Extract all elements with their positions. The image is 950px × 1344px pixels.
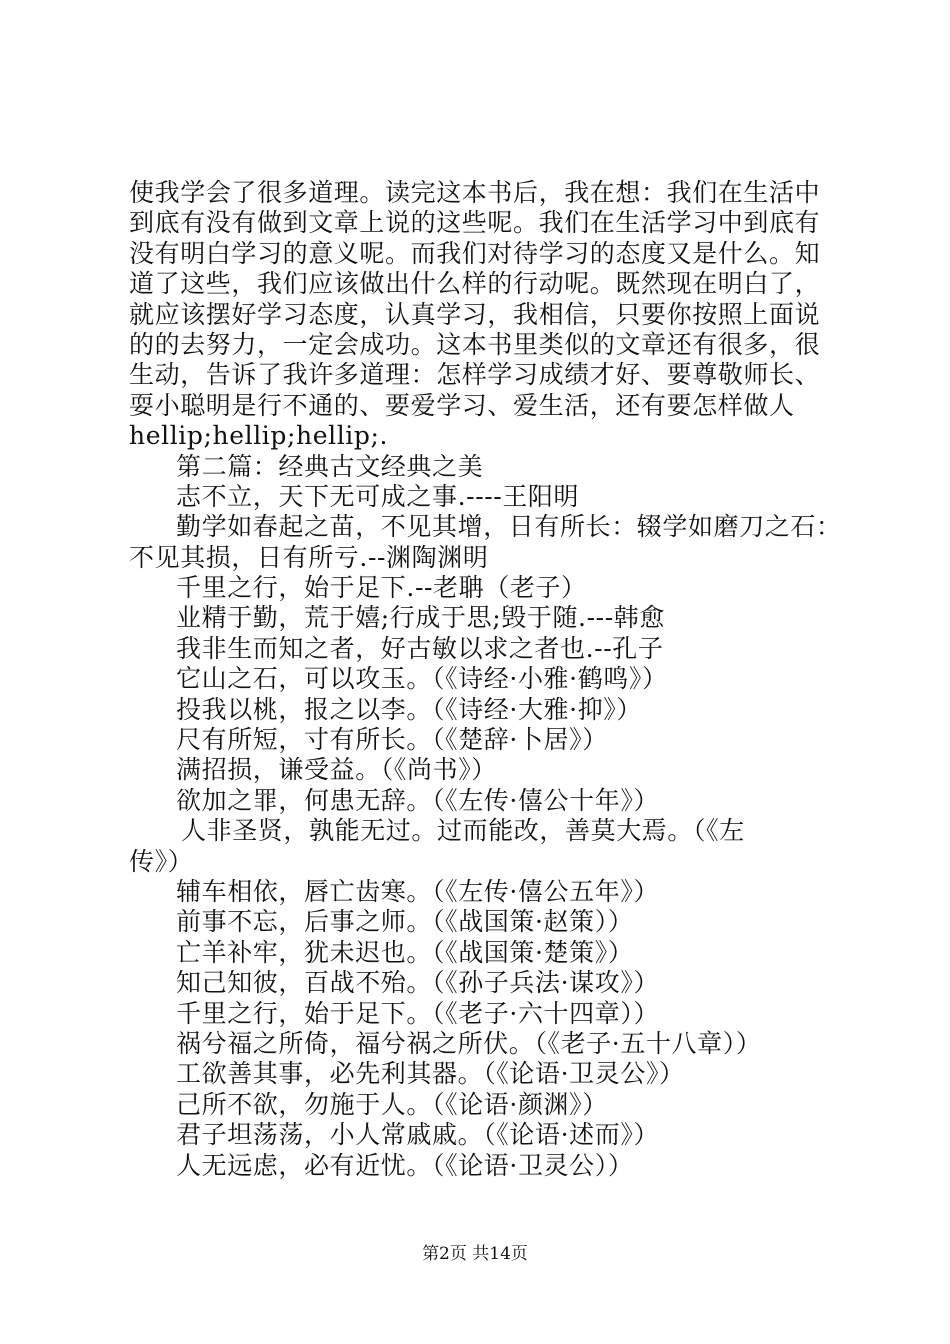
classic-line: 千里之行，始于足下。（《老子·六十四章）） — [176, 998, 660, 1028]
classic-line: 前事不忘，后事之师。（《战国策·赵策）） — [176, 907, 634, 937]
quote-line: 不见其损，日有所亏.--渊陶渊明 — [129, 542, 489, 572]
quote-line: 我非生而知之者，好古敏以求之者也.--孔子 — [176, 633, 664, 663]
paragraph-line: 没有明白学习的意义呢。而我们对待学习的态度又是什么。知 — [129, 238, 821, 268]
quote-line: 勤学如春起之苗，不见其增，日有所长：辍学如磨刀之石： — [176, 512, 842, 542]
classic-line: 辅车相依，唇亡齿寒。（《左传·僖公五年》） — [176, 876, 660, 906]
classic-line: 祸兮福之所倚，福兮祸之所伏。（《老子·五十八章）） — [176, 1028, 762, 1058]
classic-line: 欲加之罪，何患无辞。（《左传·僖公十年》） — [176, 785, 660, 815]
classic-line: 投我以桃，报之以李。（《诗经·大雅·抑》） — [176, 694, 642, 724]
paragraph-line: 使我学会了很多道理。读完这本书后，我在想：我们在生活中 — [129, 178, 821, 207]
paragraph-line: 就应该摆好学习态度，认真学习，我相信，只要你按照上面说 — [129, 299, 821, 329]
classic-line: 人无远虑，必有近忧。（《论语·卫灵公）） — [176, 1150, 634, 1180]
classic-line: 知己知彼，百战不殆。（《孙子兵法·谋攻》） — [176, 968, 660, 998]
classic-line: 传》） — [129, 846, 194, 876]
paragraph-line: 生动，告诉了我许多道理：怎样学习成绩才好、要尊敬师长、 — [129, 360, 821, 390]
classic-line: 君子坦荡荡，小人常戚戚。（《论语·述而》） — [176, 1120, 660, 1150]
quote-line: 千里之行，始于足下.--老聃（老子） — [176, 573, 587, 603]
classic-line: 工欲善其事，必先利其器。（《论语·卫灵公》） — [176, 1059, 685, 1089]
classic-line: 人非圣贤，孰能无过。过而能改，善莫大焉。（《左 — [181, 816, 745, 846]
classic-line: 亡羊补牢，犹未迟也。（《战国策·楚策》） — [176, 937, 634, 967]
quote-line: 业精于勤，荒于嬉;行成于思;毁于随.---韩愈 — [176, 603, 665, 633]
classic-line: 满招损，谦受益。（《尚书》） — [176, 755, 497, 785]
classic-line: 己所不欲，勿施于人。（《论语·颜渊》） — [176, 1089, 608, 1119]
paragraph-line: 道了这些，我们应该做出什么样的行动呢。既然现在明白了， — [129, 269, 821, 299]
paragraph-line: 到底有没有做到文章上说的这些呢。我们在生活学习中到底有 — [129, 208, 821, 238]
section-title: 第二篇：经典古文经典之美 — [176, 451, 484, 481]
classic-line: 尺有所短，寸有所长。（《楚辞·卜居》） — [176, 725, 608, 755]
paragraph-line: hellip;hellip;hellip;. — [129, 421, 389, 451]
page-number-footer: 第2页 共14页 — [422, 1244, 528, 1264]
paragraph-line: 耍小聪明是行不通的、要爱学习、爱生活，还有要怎样做人 — [129, 390, 795, 420]
classic-line: 它山之石，可以攻玉。（《诗经·小雅·鹤鸣》） — [176, 664, 668, 694]
page-content — [129, 178, 849, 1181]
quote-line: 志不立，天下无可成之事.----王阳明 — [176, 481, 580, 511]
paragraph-line: 的的去努力，一定会成功。这本书里类似的文章还有很多，很 — [129, 329, 821, 359]
